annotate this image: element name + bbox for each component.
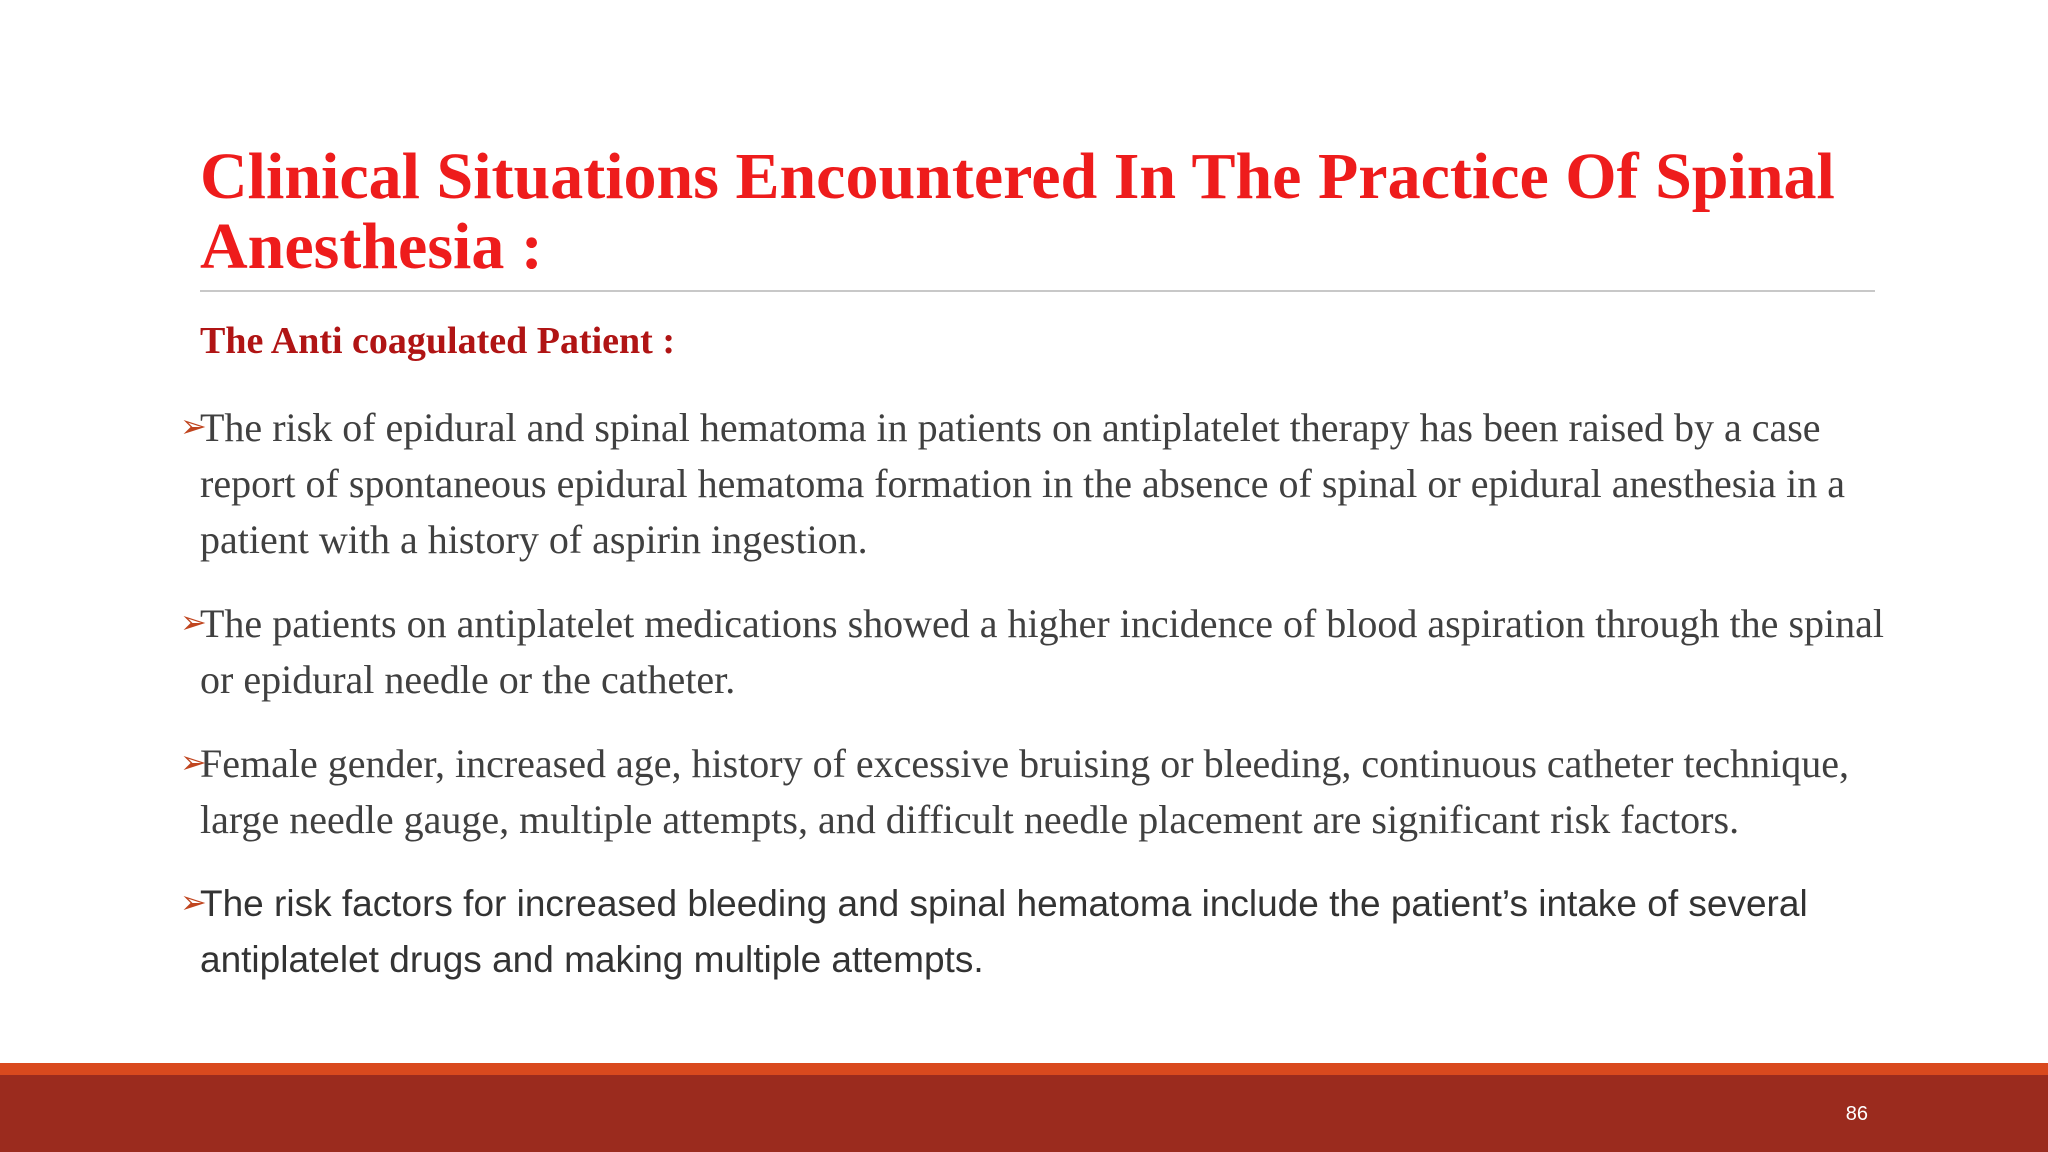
bullet-item — [180, 596, 1884, 708]
bullet-text: The risk of epidural and spinal hematoma in patients on antiplatelet therapy has been raised by a case report of spontaneous epidural hematoma formation in the absence of spinal or epidural anesthesia in a patient with a history of aspirin ingestion. — [200, 405, 1846, 562]
arrow-bullet-icon: ➢ — [180, 407, 207, 445]
arrow-bullet-icon: ➢ — [180, 603, 207, 641]
arrow-bullet-icon: ➢ — [180, 743, 207, 781]
footer-band — [0, 1075, 2048, 1152]
bullet-item — [180, 876, 1884, 988]
footer-accent-stripe — [0, 1063, 2048, 1075]
bullet-item — [180, 400, 1884, 568]
bullet-list — [180, 400, 1884, 1016]
page-number: 86 — [1845, 1103, 1868, 1125]
title-divider — [200, 290, 1875, 292]
bullet-text: Female gender, increased age, history of excessive bruising or bleeding, continuous catheter technique, large needle gauge, multiple attempts, and difficult needle placement are significant risk factors. — [200, 741, 1849, 842]
arrow-bullet-icon: ➢ — [180, 883, 207, 921]
bullet-text: The patients on antiplatelet medications showed a higher incidence of blood aspiration through the spinal or epidural needle or the catheter. — [200, 601, 1884, 702]
slide-title: Clinical Situations Encountered In The Practice Of Spinal Anesthesia : — [200, 140, 1835, 283]
bullet-item — [180, 736, 1884, 848]
bullet-text: The risk factors for increased bleeding and spinal hematoma include the patient’s intake of several antiplatelet drugs and making multiple attempts. — [200, 883, 1808, 980]
slide-subtitle: The Anti coagulated Patient : — [200, 320, 675, 362]
